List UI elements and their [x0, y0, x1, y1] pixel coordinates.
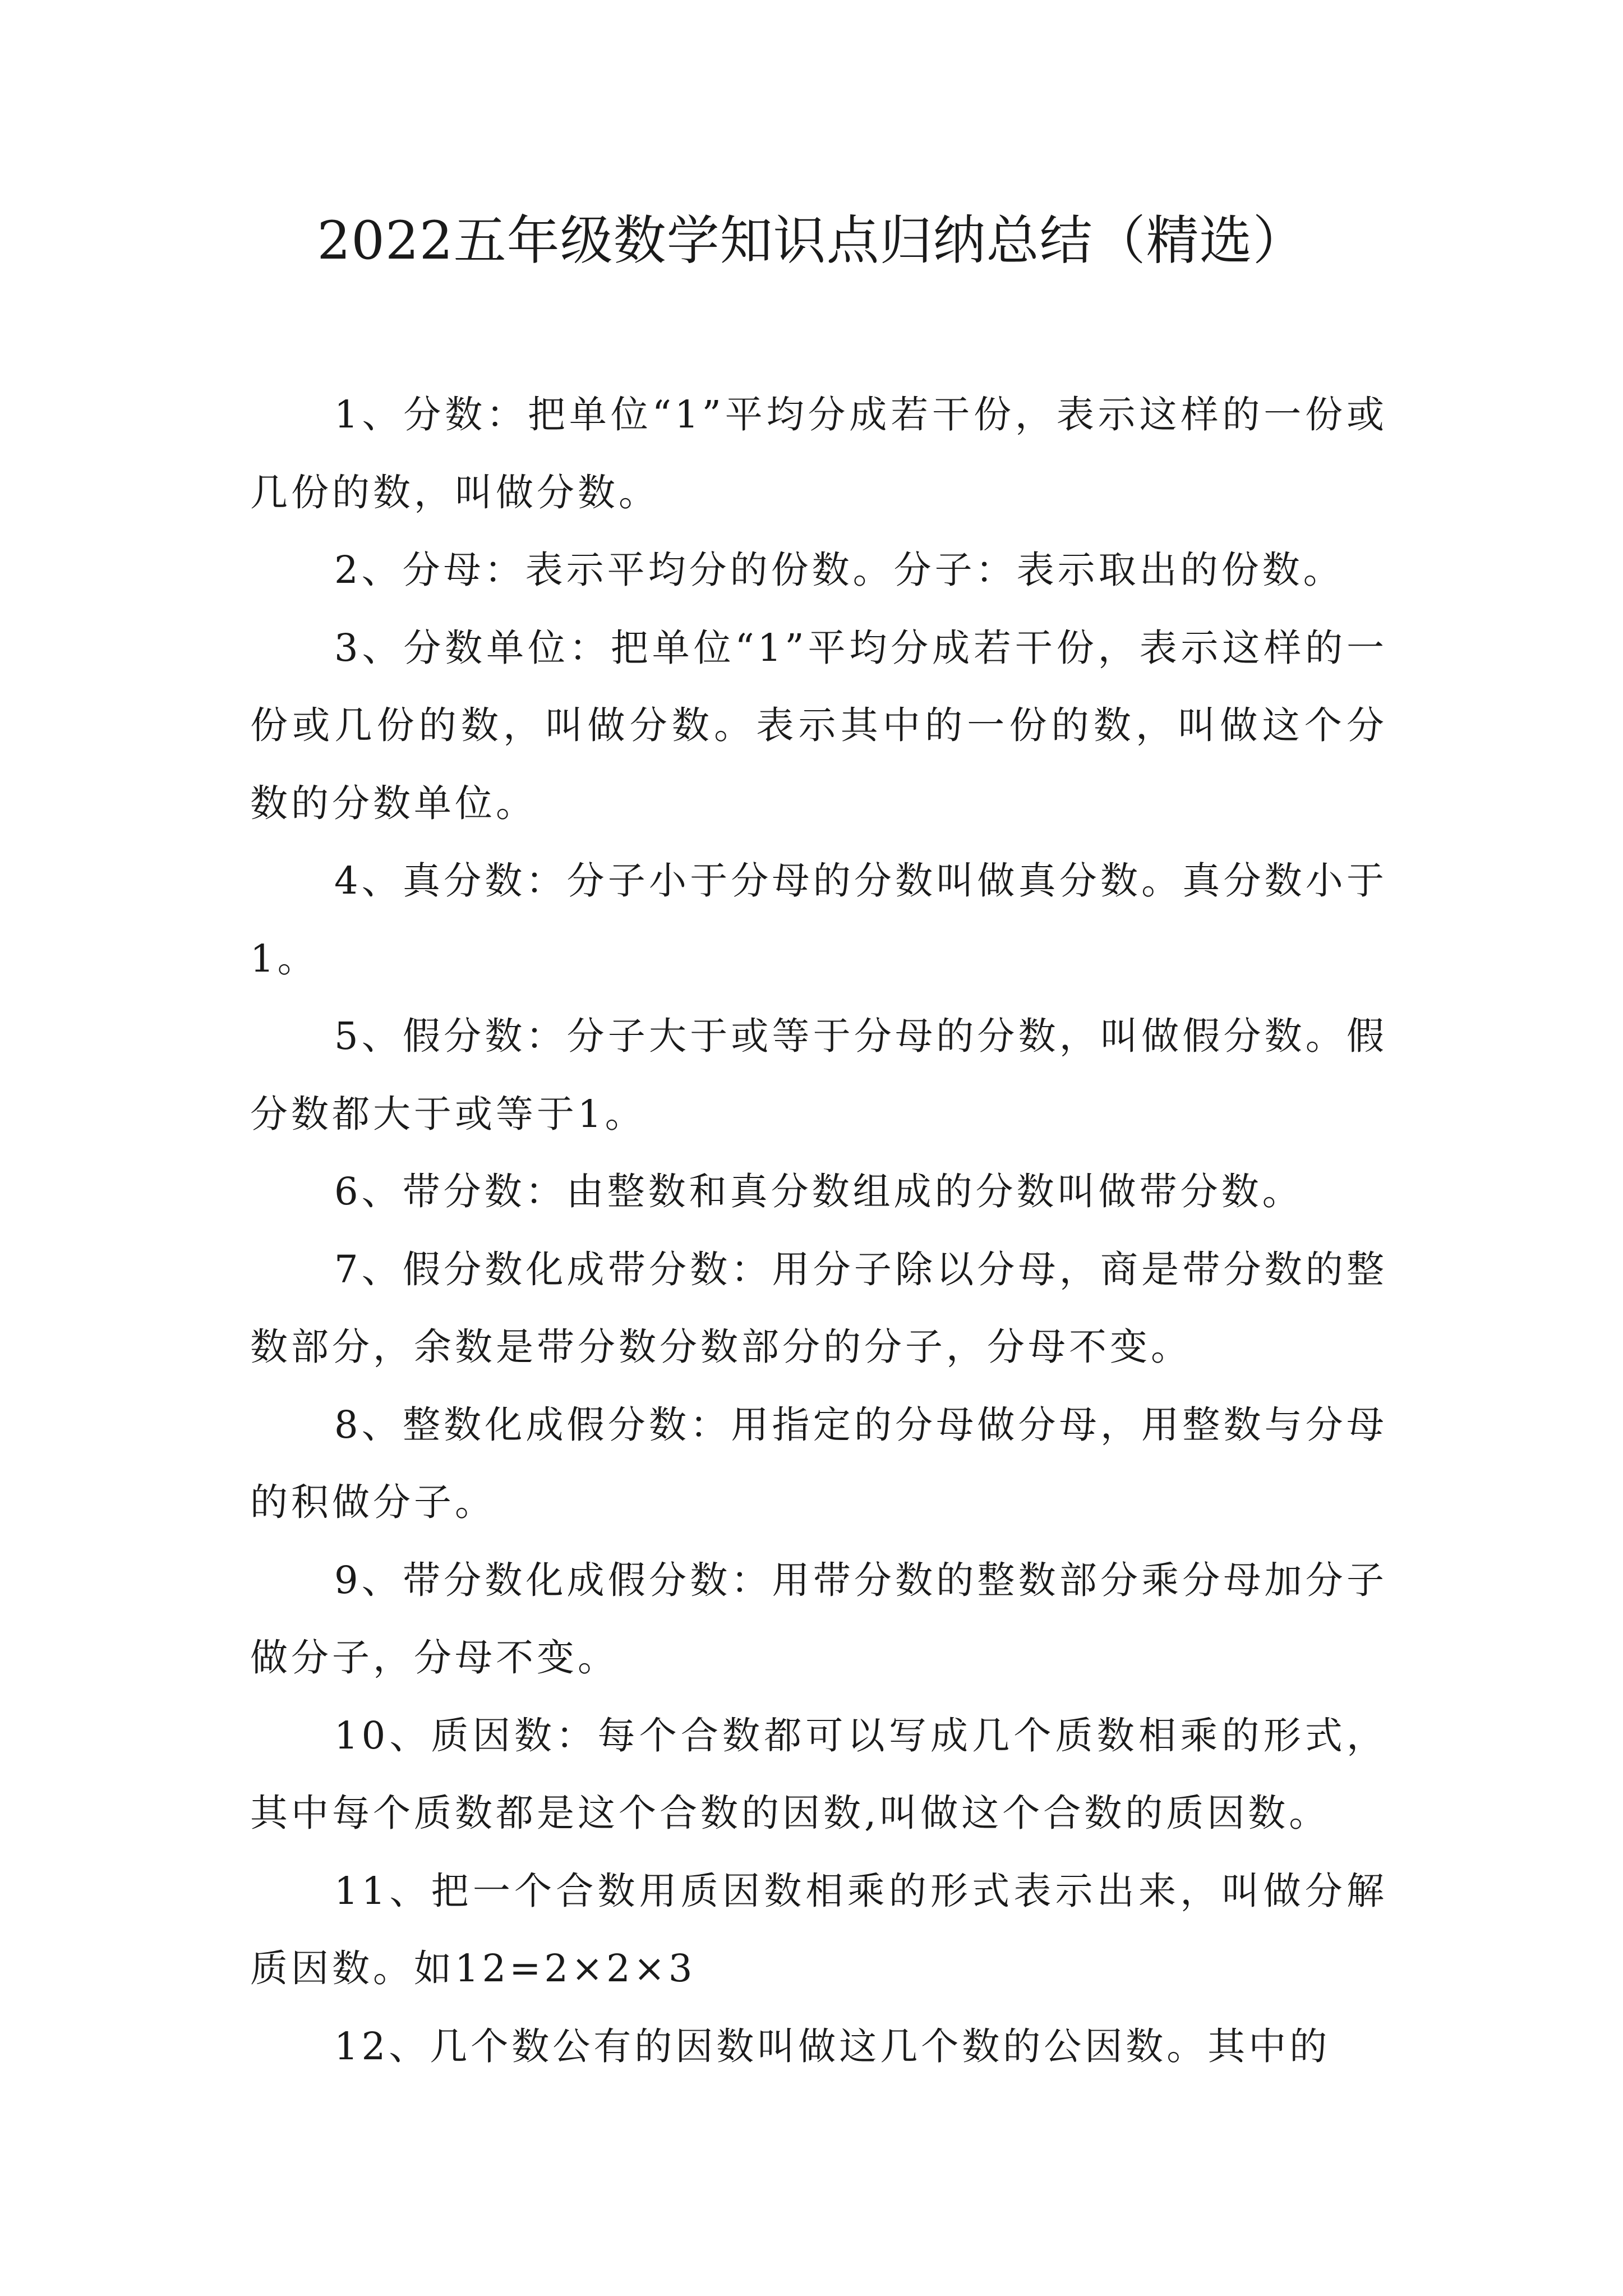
paragraph-2: 2、分母：表示平均分的份数。分子：表示取出的份数。	[334, 548, 1344, 592]
paragraph-3: 3、分数单位：把单位“1”平均分成若干份，表示这样的一份或几份的数，叫做分数。表示其中的一份的数，叫做这个分数的分数单位。	[250, 625, 1387, 825]
paragraph-6: 6、带分数：由整数和真分数组成的分数叫做带分数。	[334, 1170, 1303, 1213]
paragraph-5: 5、假分数：分子大于或等于分母的分数，叫做假分数。假分数都大于或等于1。	[250, 1014, 1387, 1136]
paragraph-12: 12、几个数公有的因数叫做这几个数的公因数。其中的	[334, 2024, 1331, 2068]
document-title: 2022五年级数学知识点归纳总结（精选）	[317, 210, 1306, 272]
paragraph-1: 1、分数：把单位“1”平均分成若干份，表示这样的一份或几份的数，叫做分数。	[250, 393, 1387, 514]
paragraph-10: 10、质因数：每个合数都可以写成几个质数相乘的形式，其中每个质数都是这个合数的因数,叫做这个合数的质因数。	[250, 1713, 1387, 1835]
paragraph-11: 11、把一个合数用质因数相乘的形式表示出来，叫做分解质因数。如12=2×2×3	[250, 1869, 1387, 1990]
document-body	[250, 376, 1387, 2085]
paragraph-9: 9、带分数化成假分数：用带分数的整数部分乘分母加分子做分子，分母不变。	[250, 1558, 1387, 1680]
paragraph-8: 8、整数化成假分数：用指定的分母做分母，用整数与分母的积做分子。	[250, 1402, 1387, 1524]
paragraph-4: 4、真分数：分子小于分母的分数叫做真分数。真分数小于1。	[250, 859, 1387, 981]
paragraph-7: 7、假分数化成带分数：用分子除以分母，商是带分数的整数部分，余数是带分数分数部分的分子，分母不变。	[250, 1247, 1387, 1369]
